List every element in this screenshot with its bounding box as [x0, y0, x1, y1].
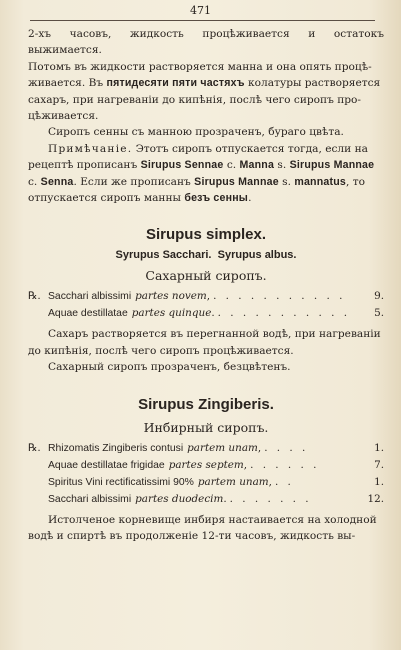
page-body: [28, 26, 384, 545]
recipe-ingredient: Sacchari albissimi: [48, 291, 132, 303]
recipe-leader-dots: . . . . . . .: [229, 492, 312, 505]
remark-line-4: [28, 190, 384, 206]
recipe-quantity: 5.: [374, 307, 384, 320]
remark-text: Этотъ сиропъ отпускается тогда, если на: [132, 142, 368, 155]
recipe-amount-words: partes novem: [135, 290, 207, 303]
recipe-leader-dots: . . . . . . . . . . .: [213, 290, 346, 303]
zingiberis-russian-title: Инбирный сиропъ.: [143, 419, 269, 435]
remark-text: с.: [28, 175, 41, 188]
intro-line-4: сахаръ, при нагреваніи до кипѣнія, послѣ чего сиропъ про-: [28, 93, 362, 106]
remark-line-3: [28, 174, 384, 190]
recipe-amount-words: partes septem: [168, 458, 244, 471]
remark-text: . Если же прописанъ: [73, 175, 195, 188]
recipe-row: [28, 288, 384, 305]
simplex-text-3: Сахарный сиропъ прозраченъ, безцвѣтенъ.: [48, 361, 291, 374]
recipe-leader-dots: . . . . . .: [250, 458, 320, 471]
remark-label: Примѣчаніе.: [48, 142, 133, 155]
recipe-amount-words: partem unam: [187, 441, 258, 454]
remark-text: .: [248, 192, 252, 205]
simplex-synonyms: [28, 246, 384, 264]
simplex-synonym: Syrupus albus.: [217, 249, 297, 262]
simplex-russian-title: Сахарный сиропъ.: [145, 268, 267, 284]
zingiberis-recipe: [28, 440, 384, 508]
recipe-ingredient: Spiritus Vini rectificatissimi 90%: [48, 476, 194, 488]
intro-text: живается. Въ: [28, 77, 107, 90]
recipe-separator: ,: [268, 475, 272, 488]
recipe-row: [28, 491, 384, 508]
recipe-row: [28, 474, 384, 491]
recipe-separator: ,: [206, 290, 211, 303]
intro-bold-parts: пятидесяти пяти частяхъ: [106, 77, 245, 90]
remark-text: отпускается сиропъ манны: [28, 192, 185, 205]
recipe-ingredient: Rhizomatis Zingiberis contusi: [48, 442, 184, 454]
recipe-leader-dots: . . . . . . . . . . .: [217, 307, 351, 320]
intro-line-5: цѣживается.: [28, 110, 99, 123]
recipe-amount-words: partes quinque: [131, 307, 212, 320]
recipe-quantity: 7.: [374, 458, 384, 471]
remark-bold: безъ сенны: [184, 192, 249, 205]
zingiberis-text-1: Истолченое корневище инбиря настаивается на холодной: [48, 513, 377, 526]
intro-line-3: [28, 75, 384, 91]
recipe-quantity: 12.: [367, 492, 384, 505]
recipe-row: [28, 440, 384, 457]
intro-line-1: 2-хъ часовъ, жидкость процѣживается и остатокъ выжимается.: [28, 28, 384, 57]
recipe-row: [28, 305, 384, 322]
recipe-symbol: ℞.: [28, 290, 41, 303]
recipe-row: [28, 457, 384, 474]
recipe-amount-words: partem unam: [197, 475, 269, 488]
remark-text: s.: [278, 175, 295, 188]
remark-latin: Sirupus Mannae: [194, 175, 279, 188]
recipe-quantity: 1.: [374, 441, 384, 454]
recipe-ingredient: Aquae destillatae: [48, 308, 128, 320]
remark-text: рецептѣ прописанъ: [28, 159, 141, 172]
page-number: 471: [190, 4, 211, 17]
senna-note: Сиропъ сенны съ манною прозраченъ, бураго цвѣта.: [48, 126, 344, 139]
remark-latin: Sirupus Mannae: [289, 159, 375, 172]
remark-latin: mannatus: [294, 175, 346, 188]
simplex-title: Sirupus simplex.: [145, 226, 267, 244]
remark-latin: Manna: [239, 159, 275, 172]
header-rule: [30, 20, 375, 21]
recipe-separator: .: [211, 307, 215, 320]
remark-line-2: [28, 157, 384, 173]
recipe-separator: ,: [257, 441, 262, 454]
remark-latin: Sirupus Sennae: [140, 159, 224, 172]
recipe-symbol: ℞.: [28, 441, 41, 454]
remark-line-1: [28, 141, 384, 157]
simplex-text-1: Сахаръ растворяется въ перегнанной водѣ, при нагреваніи: [48, 328, 381, 341]
recipe-quantity: 9.: [374, 290, 384, 303]
recipe-leader-dots: . . . .: [264, 441, 309, 454]
simplex-synonym: Syrupus Sacchari.: [115, 249, 212, 262]
recipe-separator: .: [223, 492, 227, 505]
remark-text: , то: [345, 175, 365, 188]
recipe-amount-words: partes duodecim: [135, 492, 224, 505]
remark-text: s.: [274, 159, 290, 172]
recipe-separator: ,: [243, 458, 248, 471]
zingiberis-text-2: водѣ и спиртѣ въ продолженіе 12-ти часовъ, жидкость вы-: [28, 530, 356, 543]
remark-latin: Senna: [40, 175, 74, 188]
intro-text: колатуры растворяется: [244, 77, 381, 90]
zingiberis-title: Sirupus Zingiberis.: [138, 395, 274, 413]
recipe-ingredient: Aquae destillatae frigidae: [48, 459, 165, 471]
remark-text: с.: [223, 159, 240, 172]
recipe-quantity: 1.: [374, 475, 384, 488]
recipe-ingredient: Sacchari albissimi: [48, 493, 132, 505]
recipe-leader-dots: . .: [274, 475, 294, 488]
simplex-text-2: до кипѣнія, послѣ чего сиропъ процѣживается.: [28, 344, 294, 357]
simplex-recipe: [28, 288, 384, 322]
intro-line-2: Потомъ въ жидкости растворяется манна и она опять процѣ-: [28, 60, 372, 73]
